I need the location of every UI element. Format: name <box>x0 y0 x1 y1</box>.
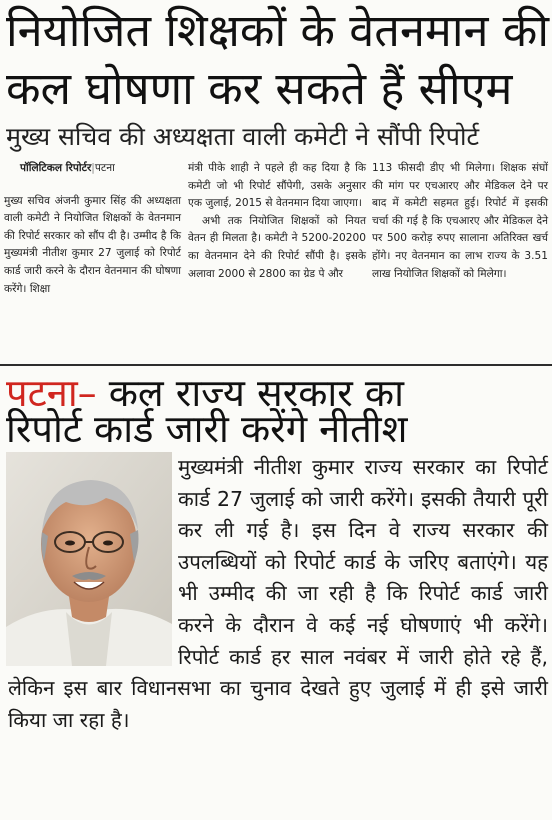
article-column-1 <box>4 160 181 298</box>
photo-wrap-spacer <box>0 452 178 670</box>
headline-line-1: नियोजित शिक्षकों के वेतनमान की <box>6 4 549 57</box>
column-2-paragraph-1: मंत्री पीके शाही ने पहले ही कह दिया है कि कमेटी जो भी रिपोर्ट सौंपेगी, उसके अनुसार एक जुलाई, 2015 से वेतनमान दिया जाएगा। <box>188 162 366 210</box>
column-2-paragraph-2: अभी तक नियोजित शिक्षकों को नियत वेतन ही मिलता है। कमेटी ने 5200-20200 का वेतनमान देने की रिपोर्ट सौंपी है। इसके अलावा 2000 से 2800 का ग्रेड पे और <box>188 214 366 280</box>
article-column-2 <box>188 160 366 283</box>
article-2-dash: – <box>77 371 97 415</box>
article-2-place: पटना <box>6 371 78 415</box>
article-2-body <box>0 452 552 820</box>
column-1-text: मुख्य सचिव अंजनी कुमार सिंह की अध्यक्षता वाली कमेटी ने नियोजित शिक्षकों के वेतनमान की रिपोर्ट सरकार को सौंप दी है। उम्मीद है कि मुख्यमंत्री नीतीश कुमार 27 जुलाई को रिपोर्ट कार्ड जारी करने के दौरान वेतनमान की घोषणा करेंगे। शिक्षा <box>4 194 181 295</box>
byline-place: पटना <box>94 162 115 174</box>
byline-author: पॉलिटिकल रिपोर्टर <box>20 162 92 174</box>
column-3-text: 113 फीसदी डीए भी मिलेगा। शिक्षक संघों की मांग पर एचआरए और मेडिकल देने पर बाद में कमेटी सहमत हुई। रिपोर्ट में इसकी चर्चा की गई है कि एचआरए और मेडिकल देने पर 500 करोड़ रुपए सालाना अतिरिक्त खर्च होंगे। नए वेतनमान का लाभ राज्य के 3.51 लाख नियोजित शिक्षकों को मिलेगा। <box>372 162 548 280</box>
subheadline: मुख्य सचिव की अध्यक्षता वाली कमेटी ने सौंपी रिपोर्ट <box>6 122 480 151</box>
section-divider <box>0 364 552 366</box>
article-column-3 <box>372 160 548 283</box>
byline-separator: | <box>91 162 95 174</box>
article-2-headline-line-2: रिपोर्ट कार्ड जारी करेंगे नीतीश <box>6 407 408 451</box>
article-2-headline-text: कल राज्य सरकार का <box>96 371 404 415</box>
byline <box>4 160 181 178</box>
article-2-body-text: मुख्यमंत्री नीतीश कुमार राज्य सरकार का रिपोर्ट कार्ड 27 जुलाई को जारी करेंगे। इसकी तैयारी पूरी कर ली गई है। इस दिन वे राज्य सरकार की उपलब्धियों को रिपोर्ट कार्ड के जरिए बताएंगे। यह भी उम्मीद की जा रही है कि रिपोर्ट कार्ड जारी करने के दौरान वे कई नई घोषणाएं भी करेंगे। रिपोर्ट कार्ड हर साल नवंबर में जारी होते रहे हैं, लेकिन इस बार विधानसभा का चुनाव देखते हुए जुलाई में ही इसे जारी किया जा रहा है। <box>8 455 548 732</box>
headline-line-2: कल घोषणा कर सकते हैं सीएम <box>6 62 513 115</box>
